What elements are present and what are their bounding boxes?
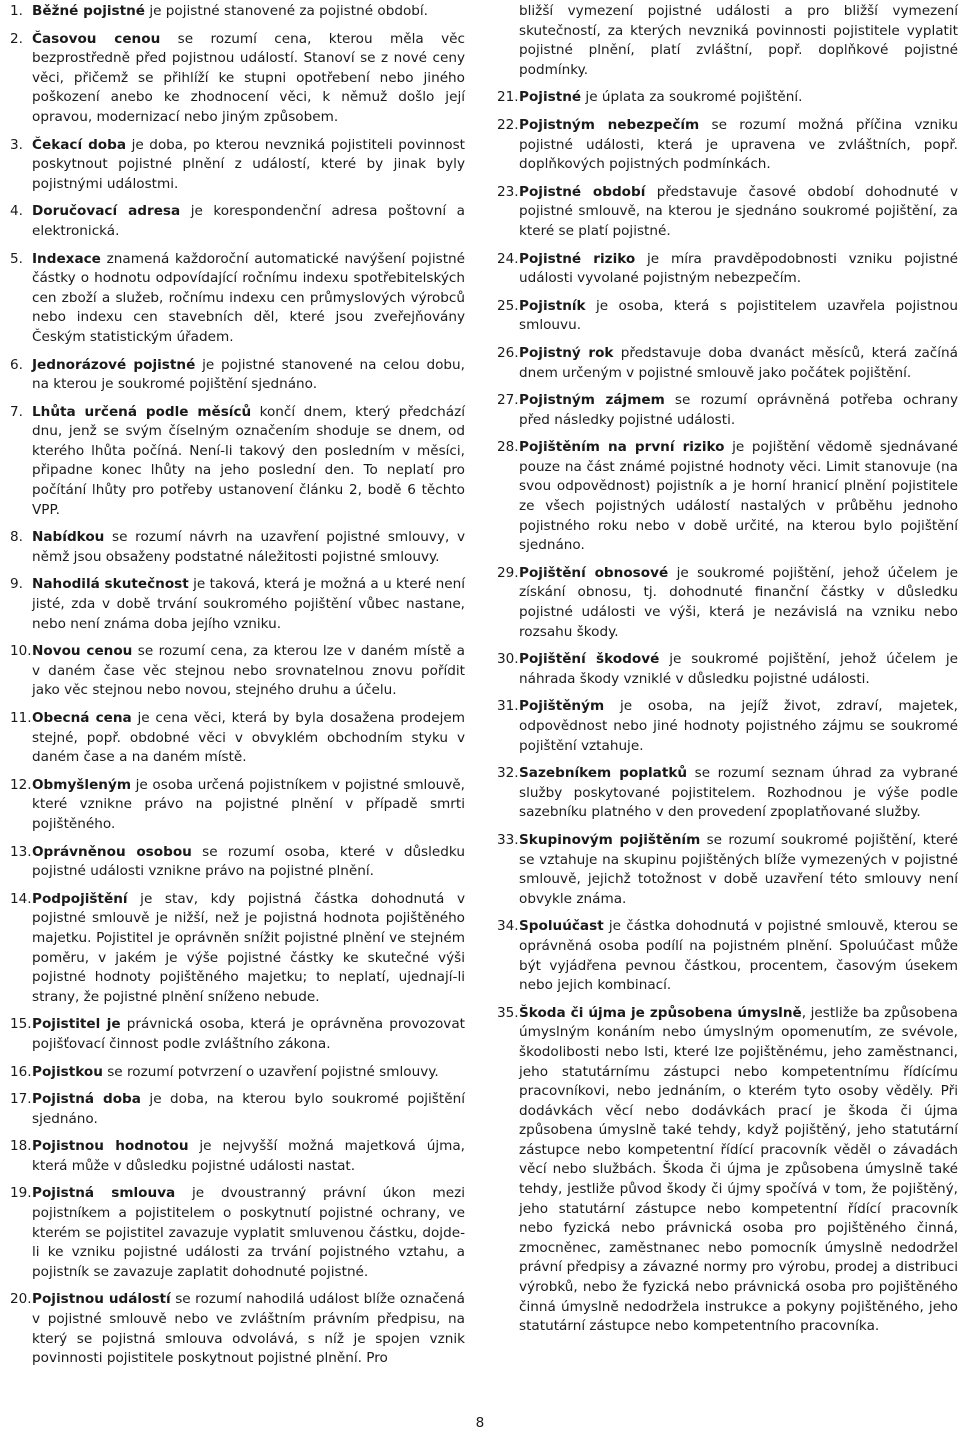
defined-term: Obecná cena	[32, 710, 132, 726]
defined-term: Pojistné období	[519, 183, 646, 200]
defined-term: Časovou cenou	[32, 30, 161, 47]
definition-text: je cena věci, která by byla dosažena prodejem stejné, popř. obdobné věci v obvyklém obchodním styku v daném čase a na daném místě.	[32, 710, 465, 766]
definition-text: je nejvyšší možná majetková újma, která může v důsledku pojistné události nastat.	[32, 1138, 465, 1174]
defined-term: Pojistné riziko	[519, 250, 636, 267]
definition-item	[10, 1137, 465, 1176]
item-number: 13.	[10, 843, 32, 860]
definition-text: se rozumí oprávněná potřeba ochrany před následky pojistné události.	[519, 392, 958, 428]
page-number: 8	[475, 1415, 485, 1431]
defined-term: Pojistným nebezpečím	[519, 116, 700, 133]
defined-term: Pojistné	[519, 89, 582, 106]
item-number: 24.	[497, 250, 519, 267]
definition-item	[10, 528, 465, 567]
defined-term: Pojištění obnosové	[519, 564, 669, 581]
definition-text: je pojistné stanovené za pojistné období.	[145, 3, 428, 19]
definition-item	[10, 575, 465, 634]
definition-item	[10, 1184, 465, 1282]
definition-item	[10, 356, 465, 395]
defined-term: Oprávněnou osobou	[32, 843, 192, 860]
defined-term: Pojistnou hodnotou	[32, 1138, 189, 1155]
item-number: 34.	[497, 918, 519, 935]
defined-term: Skupinovým pojištěním	[519, 831, 701, 848]
definition-text: se rozumí seznam úhrad za vybrané služby poskytované pojistitelem. Rozhodnou je výše podle sazebníku platného v den provedení zpoplatňované služby.	[519, 765, 958, 821]
item-number: 35.	[497, 1004, 519, 1021]
definition-item	[497, 344, 958, 383]
defined-term: Sazebníkem poplatků	[519, 765, 688, 782]
item-number: 7.	[10, 403, 23, 420]
defined-term: Pojistnou událostí	[32, 1291, 171, 1308]
definition-text: je částka dohodnutá v pojistné smlouvě, kterou se oprávněná osoba podílí na pojistném plnění. Spoluúčast může být vyjádřena pevnou částkou, procentem, časovým úsekem nebo jejich kombinací.	[519, 918, 958, 994]
definition-item	[10, 250, 465, 348]
definition-text: je korespondenční adresa poštovní a elektronická.	[32, 203, 465, 239]
definition-text: se rozumí osoba, které v důsledku pojistné události vznikne právo na pojistné plnění.	[32, 843, 465, 880]
item-number: 5.	[10, 250, 23, 267]
definition-item	[497, 564, 958, 642]
definition-text: je pojištění vědomě sjednávané pouze na část známé pojistné hodnoty věci. Limit stanovuje (na svou odpovědnost) pojistník a je horní hranicí plnění pojistitele ze všech pojistných událostí nastalých v průběhu jednoho pojistného roku nebo v době určité, na kterou bylo pojištění sjednáno.	[519, 439, 958, 554]
definition-text: se rozumí nahodilá událost blíže označená v pojistné smlouvě nebo ve zvláštním právním předpisu, na který se pojistná smlouva odvolává, s níž je spojen vznik povinnosti pojistitele poskytnout pojistné plnění. Pro	[32, 1291, 465, 1367]
definition-text: je doba, na kterou bylo soukromé pojištění sjednáno.	[32, 1091, 465, 1127]
defined-term: Podpojištění	[32, 890, 128, 907]
definition-text: je taková, která je možná a u které není jisté, zda v době trvání soukromého pojištění vůbec nastane, nebo není známa doba jejího vzniku.	[32, 576, 466, 632]
definition-text: představuje časové období dohodnuté v pojistné smlouvě, na kterou je sjednáno soukromé pojištění, za které se platí pojistné.	[519, 183, 958, 239]
defined-term: Nahodilá skutečnost	[32, 576, 189, 593]
item-number: 32.	[497, 765, 519, 782]
definition-text: je úplata za soukromé pojištění.	[581, 89, 803, 106]
item-number: 17.	[10, 1091, 32, 1108]
item-number: 18.	[10, 1138, 32, 1155]
item-number: 29.	[497, 564, 519, 581]
definition-item	[10, 202, 465, 241]
definition-item	[497, 831, 958, 909]
definition-item	[497, 391, 958, 430]
definition-item	[10, 1290, 465, 1368]
defined-term: Pojištěním na první riziko	[519, 439, 725, 456]
item-number: 3.	[10, 136, 23, 153]
definition-item	[10, 890, 465, 1008]
definition-item	[10, 136, 465, 195]
defined-term: Pojistným zájmem	[519, 392, 665, 409]
definition-item	[497, 764, 958, 823]
item-number: 25.	[497, 297, 519, 314]
definition-text: , jestliže ba způsobena úmyslným konáním nebo úmyslným opomenutím, ze svévole, škodolibosti nebo lsti, které lze pojištěnému, jeho zaměstnanci, jeho statutárnímu zástupci nebo kompetentnímu řídícímu pracovníkovi, nebo jednáním, o kterém tyto osoby věděly. Při dodávkách věcí nebo dodávkách prací je škoda či újma způsobena úmyslně také tehdy, když pojištěný, jeho statutární zástupce nebo kompetentní řídící pracovník věděl o závadách věcí nebo službách. Škoda či újma je způsobena úmyslně také tehdy, jestliže původ škody či újmy spočívá v tom, že pojištěný, jeho statutární zástupce nebo kompetentní řídící pracovník nebo fyzická nebo právnická osoba pro pojištěného činná, zmocněnec, zaměstnanec nebo pomocník úmyslně nedodržel právní předpisy a závazné normy pro výrobu, prodej a distribuci výrobků, nebo že fyzická nebo právnická osoba pro pojištěného činná úmyslně nedodržela instrukce a pokyny pojištěného, jeho statutární zástupce nebo kompetentního pracovníka.	[519, 1004, 958, 1335]
definition-text: je pojistné stanovené na celou dobu, na kterou je soukromé pojištění sjednáno.	[32, 356, 465, 393]
item-number: 21.	[497, 89, 519, 106]
definition-item	[497, 438, 958, 556]
definition-text: je míra pravděpodobnosti vzniku pojistné události vyvolané pojistným nebezpečím.	[519, 250, 958, 287]
definition-item	[497, 116, 958, 175]
item-number: 19.	[10, 1185, 32, 1202]
item-number: 26.	[497, 344, 519, 361]
definition-item	[497, 917, 958, 995]
right-column	[497, 2, 958, 1345]
defined-term: Doručovací adresa	[32, 203, 181, 220]
definition-text: je osoba, která s pojistitelem uzavřela pojistnou smlouvu.	[519, 297, 958, 334]
defined-term: Lhůta určená podle měsíců	[32, 403, 252, 420]
definition-item	[10, 403, 465, 521]
item-number: 2.	[10, 30, 23, 47]
item-number: 15.	[10, 1016, 32, 1033]
left-column	[10, 2, 465, 1377]
item-number: 30.	[497, 651, 519, 668]
definition-text: se rozumí cena, za kterou lze v daném místě a v daném čase věc stejnou nebo srovnatelnou znovu pořídit jako věc stejnou nebo novou, stejného druhu a účelu.	[32, 643, 465, 699]
defined-term: Pojistná doba	[32, 1091, 141, 1108]
defined-term: Běžné pojistné	[32, 3, 145, 19]
defined-term: Pojištění škodové	[519, 651, 660, 668]
definition-item	[10, 709, 465, 768]
definition-text: znamená každoroční automatické navýšení pojistné částky o hodnotu odpovídající ročnímu indexu spotřebitelských cen zboží a služeb, ročnímu indexu cen průmyslových výrobců nebo indexu cen stavebních děl, které jsou zveřejňovány Českým statistickým úřadem.	[32, 250, 465, 345]
item-number: 10.	[10, 643, 32, 660]
item-number: 11.	[10, 710, 32, 726]
item-number: 31.	[497, 698, 519, 715]
defined-term: Škoda či újma je způsobena úmyslně	[519, 1004, 802, 1021]
defined-term: Spoluúčast	[519, 918, 604, 935]
defined-term: Novou cenou	[32, 643, 133, 660]
defined-term: Pojistný rok	[519, 344, 614, 361]
definition-text: je osoba určená pojistníkem v pojistné smlouvě, které vznikne právo na pojistné plnění v případě smrti pojištěného.	[32, 776, 465, 832]
definition-item	[10, 1063, 465, 1083]
item-number: 14.	[10, 890, 32, 907]
definition-item	[10, 30, 465, 128]
continuation-text: bližší vymezení pojistné události a pro bližší vymezení skutečností, za kterých nevzniká povinnosti pojistitele vyplatit pojistné plnění, platí zvláštní, popř. doplňkové pojistné podmínky.	[519, 3, 958, 78]
definition-text: se rozumí možná příčina vzniku pojistné události, která je upravena ve zvláštních, popř. doplňkových pojistných podmínkách.	[519, 116, 958, 173]
item-number: 16.	[10, 1063, 32, 1080]
definition-item	[10, 776, 465, 835]
definition-item	[10, 843, 465, 882]
definition-text: se rozumí potvrzení o uzavření pojistné smlouvy.	[102, 1063, 439, 1080]
item-number: 33.	[497, 831, 519, 848]
item-number: 27.	[497, 392, 519, 409]
definition-item	[497, 297, 958, 336]
definition-text: je dvoustranný právní úkon mezi pojistníkem a pojistitelem o poskytnutí pojistné ochrany, ve kterém se pojistitel zavazuje vyplatit smluvenou částku, dojde-li ke vzniku pojistné události za trvání pojistného vztahu, a pojistník se zavazuje zaplatit dohodnuté pojistné.	[32, 1185, 465, 1280]
defined-term: Pojistitel je	[32, 1016, 121, 1033]
definition-text: se rozumí soukromé pojištění, které se vztahuje na skupinu pojištěných blíže vymezených v pojistné smlouvě, jejichž totožnost v době uzavření této smlouvy není obvykle známa.	[519, 831, 958, 907]
definition-item	[497, 250, 958, 289]
definition-text: je osoba, na jejíž život, zdraví, majetek, odpovědnost nebo jiné hodnoty pojistného zájmu se soukromé pojištění vztahuje.	[519, 698, 958, 754]
item-number: 22.	[497, 116, 519, 133]
definition-item	[10, 642, 465, 701]
item-number: 20.	[10, 1291, 32, 1308]
definition-item	[10, 2, 465, 22]
defined-term: Pojistná smlouva	[32, 1185, 176, 1202]
defined-term: Obmyšleným	[32, 776, 131, 793]
defined-term: Pojištěným	[519, 698, 605, 715]
definition-text: je stav, kdy pojistná částka dohodnutá v pojistné smlouvě je nižší, než je pojistná hodnota pojištěného majetku. Pojistitel je oprávněn snížit pojistné plnění ve stejném poměru, v jakém je výše pojistné částky ke skutečné výši pojistné hodnoty pojištěného majetku; to neplatí, ujednají-li strany, že pojistné plnění sníženo nebude.	[32, 890, 465, 1005]
definition-text: představuje doba dvanáct měsíců, která začíná dnem určeným v pojistné smlouvě jako počátek pojištění.	[519, 344, 958, 381]
continuation-paragraph	[497, 2, 958, 80]
definition-item	[497, 650, 958, 689]
defined-term: Jednorázové pojistné	[32, 356, 196, 373]
definition-text: se rozumí návrh na uzavření pojistné smlouvy, v němž jsou obsaženy podstatné náležitosti pojistné smlouvy.	[32, 529, 465, 565]
item-number: 12.	[10, 776, 32, 793]
definition-item	[10, 1015, 465, 1054]
defined-term: Čekací doba	[32, 136, 127, 153]
defined-term: Pojistník	[519, 297, 586, 314]
definition-item	[497, 183, 958, 242]
item-number: 8.	[10, 529, 23, 546]
item-number: 28.	[497, 439, 519, 456]
definition-item	[497, 1004, 958, 1337]
defined-term: Pojistkou	[32, 1063, 103, 1080]
definition-item	[10, 1090, 465, 1129]
definition-text: končí dnem, který předchází dnu, jenž se svým číselným označením shoduje se dnem, od kterého lhůta počíná. Není-li takový den posledním v měsíci, připadne konec lhůty na jeho poslední den. To neplatí pro počítání lhůty pro potřeby ustanovení článku 2, bodě 6 těchto VPP.	[32, 403, 466, 518]
defined-term: Indexace	[32, 250, 101, 267]
definition-text: se rozumí cena, kterou měla věc bezprostředně před pojistnou událostí. Stanoví se z nové ceny věci, přičemž se přihlíží ke stupni opotřebení nebo jiného poškození anebo ke zhodnocení věci, k němuž došlo její opravou, modernizací nebo jiným způsobem.	[32, 30, 465, 125]
item-number: 6.	[10, 356, 23, 373]
item-number: 23.	[497, 183, 519, 200]
item-number: 1.	[10, 3, 23, 19]
item-number: 9.	[10, 576, 23, 593]
definition-item	[497, 88, 958, 108]
definition-item	[497, 697, 958, 756]
item-number: 4.	[10, 203, 23, 220]
definition-text: právnická osoba, která je oprávněna provozovat pojišťovací činnost podle zvláštního zákona.	[32, 1016, 465, 1052]
definition-text: je doba, po kterou nevzniká pojistiteli povinnost poskytnout pojistné plnění z událostí, které by jinak byly pojistnými událostmi.	[32, 136, 465, 192]
defined-term: Nabídkou	[32, 529, 105, 546]
definition-text: je soukromé pojištění, jehož účelem je náhrada škody vzniklé v důsledku pojistné události.	[519, 651, 958, 687]
definition-text: je soukromé pojištění, jehož účelem je získání obnosu, tj. dohodnuté finanční částky v důsledku pojistné události ve výši, která je nezávislá na vzniku nebo rozsahu škody.	[519, 564, 958, 640]
